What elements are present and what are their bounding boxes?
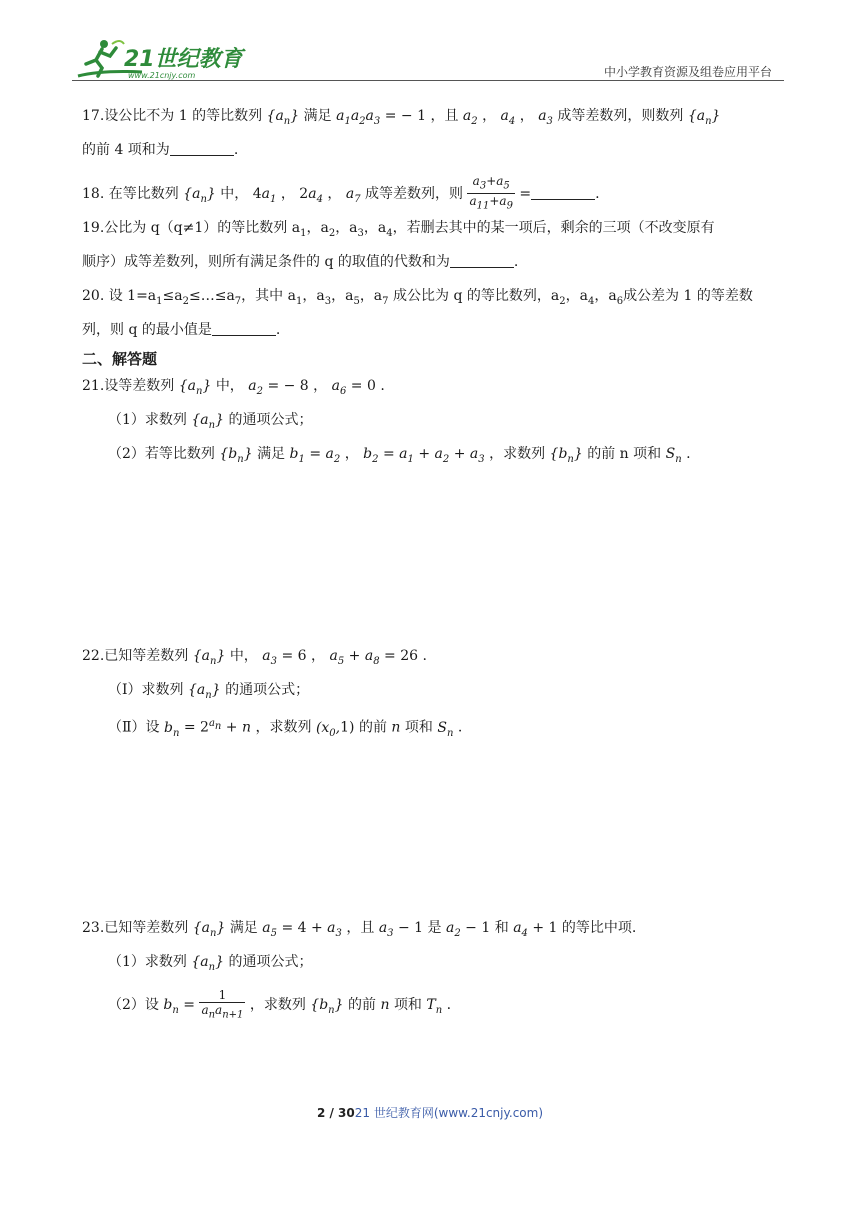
page-number: 2 / 30 (316, 1106, 355, 1120)
question-22: 22.已知等差数列 $\{a_n\}$ 中， $a_3 = 6$ ， $a_5 + a_8 = 26$ . (82, 648, 427, 667)
question-22-part2: （Ⅱ）设 $b_n = 2^{a_n} + n$ ，求数列 $(x_0,1)$ 的前 n 项和 $S_n$ . (108, 718, 463, 739)
question-21-part2: （2）若等比数列 $\{b_n\}$ 满足 $b_1 = a_2$ ， $b_2 = a_1 + a_2 + a_3$ ，求数列 $\{b_n\}$ 的前 n 项和 $S_n$ . (108, 446, 691, 465)
question-20-cont: 列，则 q 的最小值是 . (82, 322, 281, 338)
question-18: 18. 在等比数列 $\{a_n\}$ 中， $4a_1$ ， $2a_4$ ， $a_7$ 成等差数列，则 $\frac{a_3+a_5}{a_{11}+a_9}$ = . (82, 174, 600, 212)
logo-url: www.21cnjy.com (128, 71, 196, 80)
answer-blank-18[interactable] (531, 185, 595, 200)
question-17: 17.设公比不为 1 的等比数列 $\{a_n\}$ 满足 $a_1a_2a_3$ = − 1 ，且 $a_2$ ， $a_4$ ， $a_3$ 成等差数列，则数列 $\{a_n\}$ (82, 108, 721, 127)
question-23-part2: （2）设 $b_n$ = $\frac{1}{a_na_{n+1}}$ ，求数列 $\{b_n\}$ 的前 n 项和 $T_n$ . (108, 988, 452, 1021)
answer-blank-17[interactable] (170, 141, 234, 156)
question-23-part1: （1）求数列 $\{a_n\}$ 的通项公式； (108, 954, 313, 973)
question-20: 20. 设 $1=a_1\le a_2\le\dots\le a_7$，其中 $a_1$，$a_3$，$a_5$，$a_7$ 成公比为 q 的等比数列，$a_2$，$a_4$，$a_6$成公差为 1 的等差数 (82, 288, 753, 307)
question-22-part1: （Ⅰ）求数列 $\{a_n\}$ 的通项公式； (108, 682, 310, 701)
logo-icon (72, 36, 262, 80)
question-23: 23.已知等差数列 $\{a_n\}$ 满足 $a_5 = 4 + a_3$ ，且 $a_3 - 1$ 是 $a_2 - 1$ 和 $a_4 + 1$ 的等比中项. (82, 920, 637, 939)
header-divider (72, 80, 784, 81)
section-heading: 二、解答题 (82, 350, 158, 368)
logo-text: 21世纪教育 (124, 47, 243, 72)
question-19: 19.公比为 q（q≠1）的等比数列 $a_1$，$a_2$，$a_3$，$a_4$，若删去其中的某一项后，剩余的三项（不改变原有 (82, 220, 715, 239)
answer-blank-20[interactable] (212, 321, 276, 336)
platform-title: 中小学教育资源及组卷应用平台 (603, 65, 772, 79)
question-19-cont: 顺序）成等差数列，则所有满足条件的 q 的取值的代数和为 . (82, 254, 519, 270)
answer-blank-19[interactable] (450, 253, 514, 268)
question-17-cont: 的前 4 项和为 . (82, 142, 239, 158)
question-21: 21.设等差数列 $\{a_n\}$ 中， $a_2$ = − 8 ， $a_6 = 0$ . (82, 378, 385, 397)
footer-site[interactable]: 21 世纪教育网(www.21cnjy.com) (354, 1106, 544, 1120)
question-21-part1: （1）求数列 $\{a_n\}$ 的通项公式； (108, 412, 313, 431)
page-header (72, 36, 784, 80)
page-footer (0, 1104, 860, 1121)
